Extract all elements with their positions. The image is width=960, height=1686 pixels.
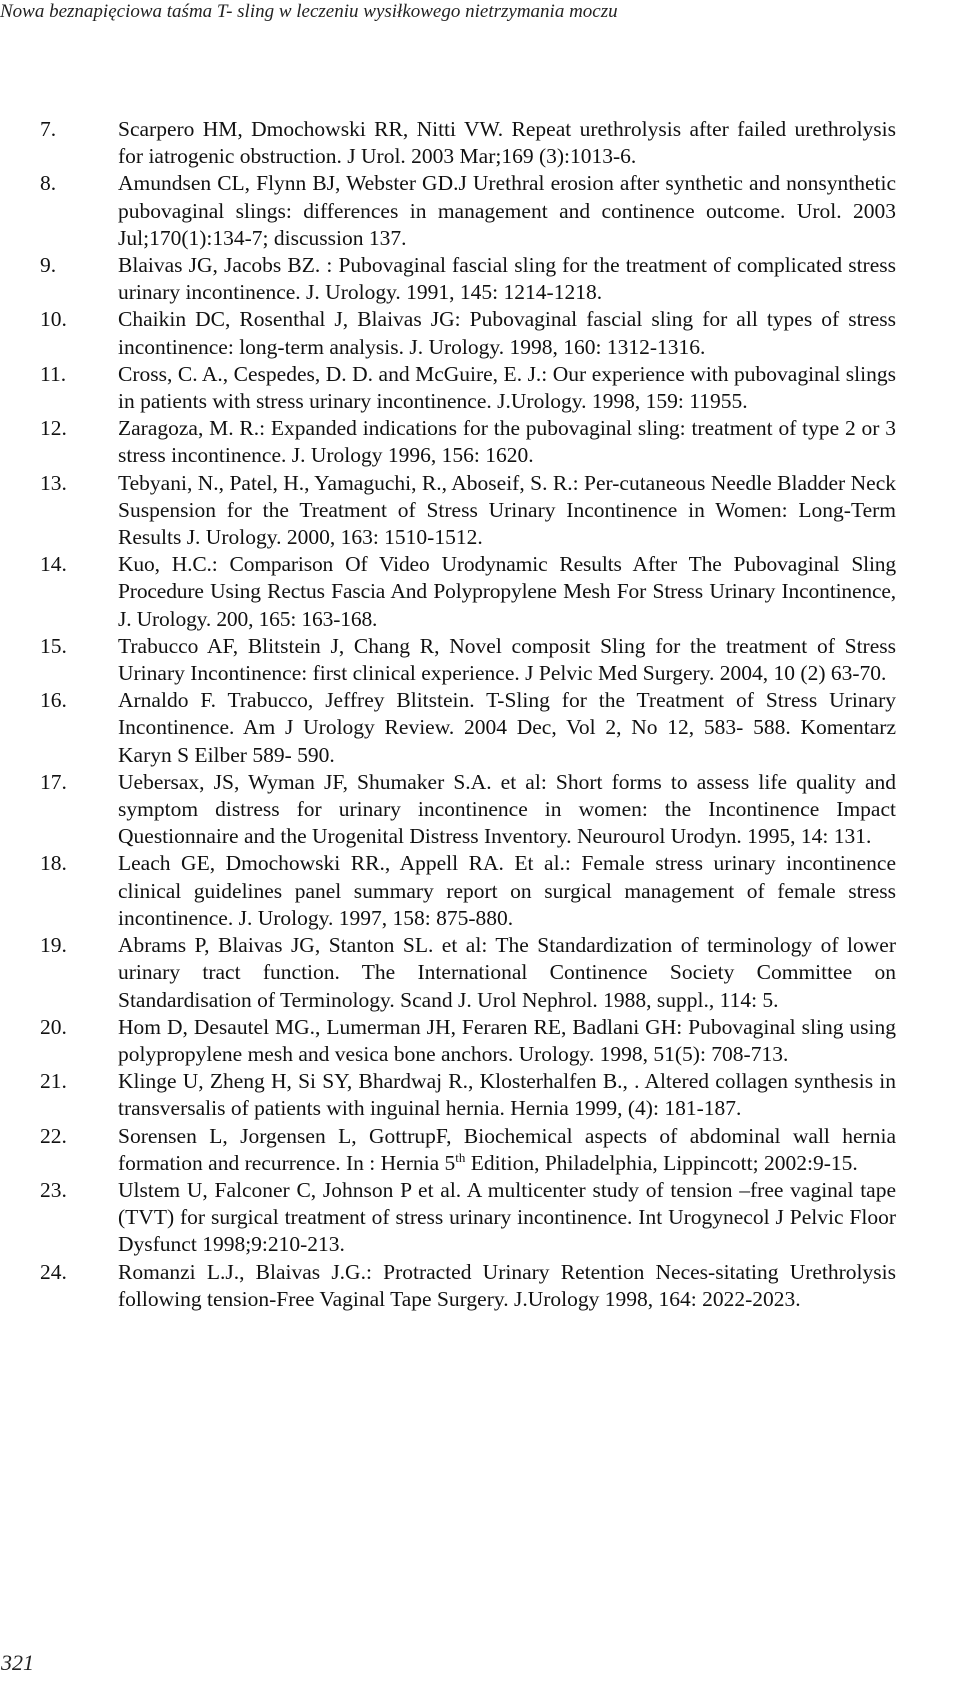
reference-item [40,470,896,552]
reference-item [40,1177,896,1259]
reference-text: Ulstem U, Falconer C, Johnson P et al. A multicenter study of tension –free vaginal tape (TVT) for surgical treatment of stress urinary incontinence. Int Urogynecol J Pelvic Floor Dysfunct 1998;9:210-213. [118,1177,896,1257]
running-header: Nowa beznapięciowa taśma T- sling w leczeniu wysiłkowego nietrzymania moczu [0,1,618,22]
reference-text: Arnaldo F. Trabucco, Jeffrey Blitstein. T-Sling for the Treatment of Stress Urinary Incontinence. Am J Urology Review. 2004 Dec, Vol 2, No 12, 583- 588. Komentarz Karyn S Eilber 589- 590. [118,688,896,767]
reference-number: 20. [40,1014,67,1039]
reference-text: Abrams P, Blaivas JG, Stanton SL. et al: The Standardization of terminology of lower urinary tract function. The International Continence Society Committee on Standardisation of Terminology. Scand J. Urol Nephrol. 1988, suppl., 114: 5. [118,933,896,1012]
superscript-th: th [455,1149,466,1165]
reference-text: Amundsen CL, Flynn BJ, Webster GD.J Urethral erosion after synthetic and nonsynthetic pubovaginal slings: differences in management and continence outcome. Urol. 2003 Jul;170(1):134-7; discussion 137. [118,171,896,250]
reference-number: 19. [40,933,67,958]
reference-number: 10. [40,307,67,332]
page-number: 321 [1,1650,34,1675]
reference-list [40,116,896,1313]
reference-text: Tebyani, N., Patel, H., Yamaguchi, R., Aboseif, S. R.: Per-cutaneous Needle Bladder Neck Suspension for the Treatment of Stress Urinary Incontinence in Women: Long-Term Results J. Urology. 2000, 163: 1510-1512. [118,470,896,550]
reference-number: 11. [40,361,67,386]
reference-text: Romanzi L.J., Blaivas J.G.: Protracted Urinary Retention Neces-sitating Urethrolysis following tension-Free Vaginal Tape Surgery. J.Urology 1998, 164: 2022-2023. [118,1259,896,1311]
reference-number: 15. [40,633,67,658]
reference-text: Cross, C. A., Cespedes, D. D. and McGuire, E. J.: Our experience with pubovaginal slings in patients with stress urinary incontinence. J.Urology. 1998, 159: 11955. [118,361,896,414]
reference-number: 8. [40,171,57,196]
reference-text: Chaikin DC, Rosenthal J, Blaivas JG: Pubovaginal fascial sling for all types of stress incontinence: long-term analysis. J. Urology. 1998, 160: 1312-1316. [118,307,896,359]
reference-text: Hom D, Desautel MG., Lumerman JH, Feraren RE, Badlani GH: Pubovaginal sling using polypropylene mesh and vesica bone anchors. Urology. 1998, 51(5): 708-713. [118,1014,896,1066]
reference-item [40,850,896,932]
reference-item [40,306,896,360]
reference-number: 18. [40,851,67,876]
reference-item [40,361,896,415]
reference-number: 9. [40,253,57,278]
reference-text-part: Edition, Philadelphia, Lippincott; 2002:9-15. [465,1150,858,1175]
reference-item [40,1014,896,1068]
reference-text: Trabucco AF, Blitstein J, Chang R, Novel composit Sling for the treatment of Stress Urinary Incontinence: first clinical experience. J Pelvic Med Surgery. 2004, 10 (2) 63-70. [118,633,896,686]
reference-number: 12. [40,416,67,441]
reference-text: Blaivas JG, Jacobs BZ. : Pubovaginal fascial sling for the treatment of complicated stress urinary incontinence. J. Urology. 1991, 145: 1214-1218. [118,253,896,305]
reference-number: 22. [40,1123,67,1148]
reference-text: Scarpero HM, Dmochowski RR, Nitti VW. Repeat urethrolysis after failed urethrolysis for iatrogenic obstruction. J Urol. 2003 Mar;169 (3):1013-6. [118,117,896,169]
reference-text: Zaragoza, M. R.: Expanded indications for the pubovaginal sling: treatment of type 2 or 3 stress incontinence. J. Urology 1996, 156: 1620. [118,416,896,468]
reference-item [40,170,896,252]
reference-text-part: Sorensen L, Jorgensen L, GottrupF, Biochemical aspects of abdominal wall hernia formation and recurrence. In : Hernia 5 [118,1123,896,1175]
reference-item [40,252,896,306]
reference-number: 21. [40,1069,67,1094]
reference-number: 16. [40,688,67,713]
reference-item [40,415,896,469]
reference-number: 23. [40,1177,67,1202]
reference-number: 17. [40,769,67,794]
reference-item [40,633,896,687]
reference-number: 14. [40,552,67,577]
reference-item [40,769,896,851]
reference-text: Klinge U, Zheng H, Si SY, Bhardwaj R., Klosterhalfen B., . Altered collagen synthesis in transversalis of patients with inguinal hernia. Hernia 1999, (4): 181-187. [118,1069,896,1121]
reference-item [40,116,896,170]
reference-text: Uebersax, JS, Wyman JF, Shumaker S.A. et al: Short forms to assess life quality and symptom distress for urinary incontinence in women: the Incontinence Impact Questionnaire and the Urogenital Distress Inventory. Neurourol Urodyn. 1995, 14: 131. [118,769,896,849]
reference-item [40,687,896,769]
reference-number: 13. [40,470,67,495]
reference-number: 7. [40,117,57,141]
reference-text [118,1123,896,1177]
reference-item [40,1259,896,1313]
reference-item [40,551,896,633]
reference-item [40,932,896,1014]
reference-text: Kuo, H.C.: Comparison Of Video Urodynamic Results After The Pubovaginal Sling Procedure Using Rectus Fascia And Polypropylene Mesh For Stress Urinary Incontinence, J. Urology. 200, 165: 163-168. [118,552,896,631]
reference-item [40,1123,896,1177]
reference-item [40,1068,896,1122]
reference-text: Leach GE, Dmochowski RR., Appell RA. Et al.: Female stress urinary incontinence clinical guidelines panel summary report on surgical management of female stress incontinence. J. Urology. 1997, 158: 875-880. [118,851,896,930]
reference-number: 24. [40,1259,67,1284]
